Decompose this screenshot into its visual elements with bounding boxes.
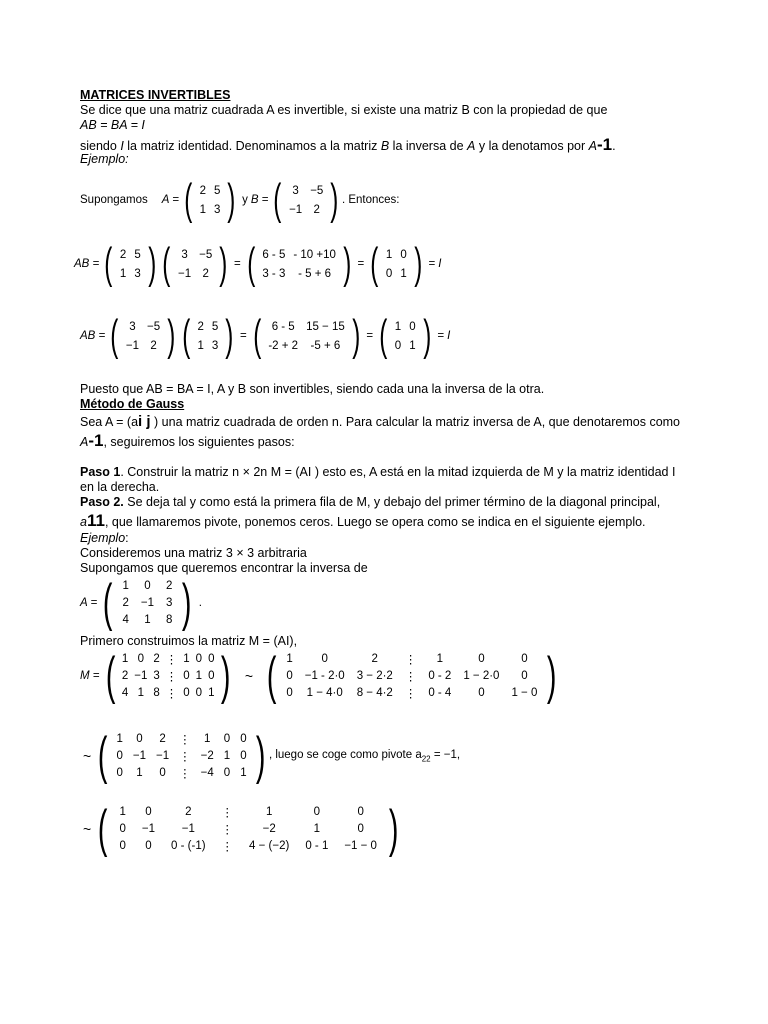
matrix-b [285,181,327,219]
identity-text-4: B [380,139,390,153]
matrix-cell: 3 − 2·2 [356,670,393,682]
matrix-cell: ⋮ [165,654,178,666]
matrix-cell: ⋮ [179,768,191,780]
matrix-cell: 0 [385,267,393,280]
matrix-cell: 8 − 4·2 [356,687,393,699]
paso1-text-2: en la derecha. [80,480,160,494]
matrix-cell: 0 [223,767,231,779]
matrix-cell: 0 [116,767,123,779]
matrix-cell: 1 [265,806,273,818]
matrix-b-factor [122,317,164,355]
matrix-cell: 6 - 5 [271,320,295,333]
right-paren-icon: ) [343,239,352,288]
matrix-cell: ⋮ [179,734,191,746]
matrix-m-step1 [280,651,543,702]
example-heading: Ejemplo: [80,152,129,166]
matrix-cell: 0 [357,806,364,818]
tilde-sign: ~ [244,668,253,684]
matrix-cell: 3 [166,597,173,609]
left-paren-icon: ( [98,727,108,785]
right-paren-icon: ) [414,239,423,288]
right-paren-icon: ) [422,311,431,360]
matrix-cell: 2 [202,267,209,280]
matrix-cell: 2 [150,339,157,352]
matrix-a3-label: A = [80,597,98,609]
matrix-cell: 0 [145,806,152,818]
product-expansion-2 [264,317,348,355]
matrix-cell: 3 [181,248,188,261]
left-paren-icon: ( [379,311,388,360]
equals-identity: = I [428,258,442,270]
matrix-cell: −1 [125,339,140,352]
matrix-cell: −1 [178,267,192,280]
matrix-cell: 0 - 1 [305,840,329,852]
matrix-cell: 0 [321,653,328,665]
left-paren-icon: ( [246,239,256,288]
matrix-cell: 5 [211,320,219,333]
matrix-cell: 1 [204,733,211,745]
construct-m-text: Primero construimos la matriz M = (AI), [80,634,298,648]
matrix-m-step2 [112,731,252,782]
identity-text-2: I [120,139,124,153]
matrix-m4-row [80,800,402,858]
identity-text-exponent: -1 [596,135,613,154]
matrix-cell: 2 [371,653,378,665]
matrix-cell: 2 [185,806,192,818]
matrix-m-label: M = [80,670,100,682]
gauss-intro [80,414,680,430]
matrix-cell: 4 [121,687,129,699]
matrix-cell: ⋮ [221,841,234,853]
product-ba-row [80,311,453,360]
right-paren-icon: ) [227,175,236,224]
matrix-cell: ⋮ [165,671,178,683]
matrix-cell: 1 [240,767,247,779]
gauss-intro-a: A [80,435,89,449]
gauss-intro-1: Sea A = (a [80,415,139,429]
matrix-cell: 0 [145,840,152,852]
right-paren-icon: ) [225,311,234,360]
left-paren-icon: ( [98,800,108,858]
matrix-cell: 1 − 2·0 [463,670,500,682]
paso2-subscript: 11 [86,511,105,530]
pivot-text [269,749,460,763]
matrix-cell: 0 [136,733,143,745]
right-paren-icon: ) [547,647,557,705]
matrix-cell: 2 [159,733,166,745]
identity-text-9: . [612,139,616,153]
identity-text-5: la inversa de [389,139,468,153]
right-paren-icon: ) [167,311,176,360]
matrix-cell: 1 [119,267,127,280]
matrix-cell: 1 [183,653,190,665]
page-title: MATRICES INVERTIBLES [80,88,231,102]
matrix-cell: 2 [121,670,129,682]
matrix-cell: -2 + 2 [268,339,299,352]
matrix-cell: 1 [137,687,144,699]
matrix-cell: −1 [156,750,170,762]
matrix-cell: 1 [385,248,393,261]
matrix-cell: 0 [159,767,166,779]
matrix-cell: 0 [478,687,485,699]
equals-sign: = [357,258,365,270]
matrix-cell: 0 [313,806,321,818]
supongamos-label: Supongamos [80,194,148,206]
matrix-cell: 0 [223,733,231,745]
matrix-cell: ⋮ [221,807,234,819]
matrix-cell: 1 [208,687,215,699]
matrix-cell: −1 [141,823,156,835]
right-paren-icon: ) [330,175,339,224]
matrix-cell: 2 [119,248,127,261]
matrix-cell: 0 - 2 [428,670,452,682]
example-matrices-row [80,175,402,224]
matrix-cell: 0 [183,670,190,682]
matrix-cell: -5 + 6 [310,339,341,352]
equals-sign: = [366,330,374,342]
matrix-cell: 0 [394,339,402,352]
matrix-cell: ⋮ [404,671,417,683]
matrix-cell: 0 [137,653,144,665]
matrix-cell: 1 [119,806,126,818]
identity-text [80,137,616,154]
example2-colon: : [125,531,129,545]
matrix-m-row [80,647,561,705]
matrix-cell: −5 [310,184,324,197]
matrix-cell: 1 [116,733,123,745]
example2-heading [80,531,129,546]
conjunction-y: y [242,194,248,206]
matrix-cell: 8 [153,687,160,699]
matrix-cell: 3 [292,184,299,197]
matrix-cell: 0 [240,733,247,745]
matrix-cell: 0 - (-1) [171,840,206,852]
tilde-sign: ~ [83,748,92,764]
matrix-cell: −1 - 2·0 [304,670,345,682]
matrix-cell: ⋮ [404,688,417,700]
matrix-cell: 2 [197,320,204,333]
definition-text: Se dice que una matriz cuadrada A es invertible, si existe una matriz B con la propiedad de que [80,103,608,117]
gauss-intro-line2 [80,433,295,450]
matrix-cell: −1 [134,670,148,682]
matrix-cell: 0 [521,653,528,665]
matrix-cell: −1 − 0 [344,840,377,852]
matrix-cell: 8 [166,614,173,626]
matrix-cell: −1 [140,597,155,609]
matrix-cell: 0 [478,653,485,665]
matrix-cell: 4 [122,614,129,626]
pivot-text-1: , luego se coge como pivote a [268,748,422,761]
matrix-cell: 0 [116,750,123,762]
left-paren-icon: ( [182,311,191,360]
left-paren-icon: ( [104,239,113,288]
right-paren-icon: ) [352,311,361,360]
identity-text-7: y la denotamos por [475,139,589,153]
matrix-cell: 1 [121,653,129,665]
paso1-text [80,465,675,480]
find-inverse-text: Supongamos que queremos encontrar la inversa de [80,561,368,575]
matrix-cell: 0 [409,320,416,333]
right-paren-icon: ) [221,647,231,705]
equals-sign: = [233,258,241,270]
pivot-subscript: 22 [421,754,431,764]
right-paren-icon: ) [182,574,192,632]
matrix-cell: −1 [289,203,303,216]
matrix-cell: 1 [197,339,204,352]
matrix-cell: 0 [521,670,528,682]
matrix-cell: 0 [208,653,215,665]
product-expansion-1 [258,245,340,283]
gauss-intro-ij: i j [138,413,151,430]
matrix-cell: 3 [153,670,160,682]
right-paren-icon: ) [388,800,399,858]
matrix-b-label: B = [250,194,269,206]
conclusion-text: Puesto que AB = BA = I, A y B son invertibles, siendo cada una la inversa de la otra. [80,382,545,396]
matrix-a3 [116,578,178,629]
equals-sign: = [239,330,247,342]
ab-label: AB = [80,330,106,342]
matrix-b-factor [174,245,216,283]
matrix-cell: 2 [153,653,160,665]
paso2-text-2 [80,513,646,530]
matrix-cell: 3 [134,267,141,280]
matrix-cell: 0 [195,687,203,699]
matrix-cell: 4 − (−2) [249,840,290,852]
matrix-a-label: A = [161,194,179,206]
paso2-body: Se deja tal y como está la primera fila de M, y debajo del primer término de la diagonal principal, [123,495,661,509]
right-paren-icon: ) [255,727,266,785]
matrix-cell: ⋮ [221,824,234,836]
matrix-a-factor [193,317,222,355]
matrix-cell: 1 [122,580,129,592]
identity-text-1: siendo [80,139,121,153]
identity-matrix [391,317,420,355]
product-ab-row [74,239,444,288]
matrix-cell: 2 [122,597,129,609]
pivot-text-2: = −1, [430,748,461,761]
matrix-m [119,651,218,702]
matrix-cell: 0 [119,840,126,852]
left-paren-icon: ( [252,311,262,360]
gauss-heading: Método de Gauss [80,397,185,411]
matrix-cell: 0 [183,687,190,699]
matrix-cell: −5 [199,248,213,261]
consider-text: Consideremos una matriz 3 × 3 arbitraria [80,546,307,560]
period: . [198,597,202,609]
paso2-body-2: , que llamaremos pivote, ponemos ceros. Luego se opera como se indica en el siguiente ejemplo. [104,515,646,529]
matrix-cell: 1 [436,653,444,665]
matrix-cell: −1 [132,750,147,762]
matrix-cell: −2 [200,750,214,762]
matrix-cell: 1 [394,320,402,333]
identity-text-8: A [588,139,597,153]
matrix-cell: - 10 +10 [293,248,336,261]
matrix-cell: 3 [129,320,136,333]
matrix-cell: - 5 + 6 [298,267,332,280]
matrix-cell: 1 [409,339,416,352]
matrix-cell: 1 [400,267,407,280]
matrix-cell: 0 - 4 [428,687,452,699]
matrix-cell: 1 [313,823,321,835]
matrix-cell: 2 [313,203,320,216]
equals-identity: = I [437,330,451,342]
left-paren-icon: ( [184,175,193,224]
matrix-cell: 1 [199,203,206,216]
paso2-label: Paso 2. [80,495,124,509]
gauss-intro-2: ) una matriz cuadrada de orden n. Para calcular la matriz inversa de A, que denotaremos como [150,415,681,429]
matrix-cell: 0 [119,823,126,835]
paso2-a: a [80,515,87,529]
matrix-cell: 1 [144,614,151,626]
matrix-cell: 0 [400,248,407,261]
matrix-a [196,181,225,219]
matrix-cell: 1 [195,670,203,682]
example2-label: Ejemplo [80,531,126,545]
left-paren-icon: ( [162,239,171,288]
matrix-cell: 15 − 15 [306,320,345,333]
matrix-cell: ⋮ [179,751,191,763]
definition-equation: AB = BA = I [80,118,145,132]
right-paren-icon: ) [148,239,157,288]
matrix-m3-row [80,727,462,785]
right-paren-icon: ) [219,239,228,288]
matrix-cell: 0 [357,823,364,835]
identity-text-3: la matriz identidad. Denominamos a la matriz [123,139,381,153]
matrix-cell: 1 [136,767,143,779]
matrix-cell: 0 [240,750,247,762]
identity-text-6: A [467,139,476,153]
paso1-label: Paso 1 [80,465,121,479]
matrix-a-factor [116,245,145,283]
gauss-intro-exponent: -1 [88,431,104,450]
matrix-cell: 2 [166,580,173,592]
matrix-cell: −4 [200,767,214,779]
matrix-cell: 3 [211,339,219,352]
entonces-label: . Entonces: [341,194,400,206]
tilde-sign: ~ [83,821,92,837]
matrix-cell: 0 [208,670,215,682]
left-paren-icon: ( [266,647,277,705]
gauss-intro-3: , seguiremos los siguientes pasos: [103,435,295,449]
matrix-cell: 3 - 3 [262,267,286,280]
matrix-cell: 5 [134,248,141,261]
ab-label: AB = [74,258,100,270]
matrix-cell: ⋮ [165,688,178,700]
left-paren-icon: ( [370,239,379,288]
matrix-cell: 1 [223,750,231,762]
matrix-a3-row [80,574,205,632]
paso1-body: . Construir la matriz n × 2n M = (AI ) esto es, A está en la mitad izquierda de M y la matriz identidad I [120,465,676,479]
matrix-cell: 2 [199,184,206,197]
matrix-cell: −2 [262,823,276,835]
matrix-cell: 0 [144,580,151,592]
identity-matrix [382,245,411,283]
paso2-text [80,495,660,510]
matrix-cell: 5 [214,184,221,197]
left-paren-icon: ( [105,647,115,705]
matrix-cell: 3 [214,203,221,216]
left-paren-icon: ( [103,574,113,632]
matrix-cell: 0 [195,653,203,665]
matrix-m-step3 [112,804,385,855]
matrix-cell: −1 [181,823,195,835]
matrix-cell: 1 − 0 [511,687,538,699]
matrix-cell: ⋮ [404,654,417,666]
matrix-cell: 0 [286,687,293,699]
matrix-cell: 6 - 5 [262,248,286,261]
matrix-cell: −5 [147,320,161,333]
matrix-cell: 1 [286,653,293,665]
matrix-cell: 0 [286,670,293,682]
left-paren-icon: ( [110,311,119,360]
matrix-cell: 1 − 4·0 [306,687,343,699]
left-paren-icon: ( [273,175,282,224]
